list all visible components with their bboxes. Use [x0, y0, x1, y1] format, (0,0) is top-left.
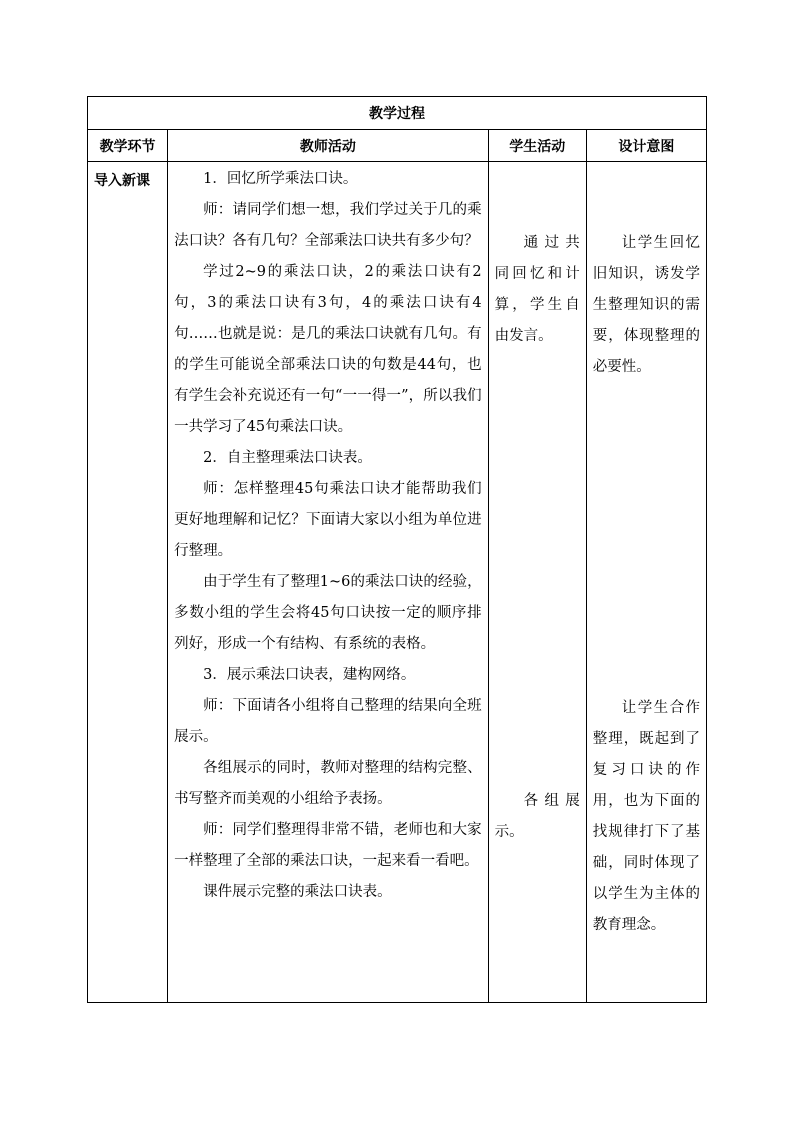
teacher-activity-cell [168, 162, 489, 1003]
teaching-process-table [87, 96, 707, 1003]
header-teacher-activity: 教师活动 [168, 130, 489, 162]
student-note: 各组展示。 [494, 793, 580, 840]
teacher-paragraph: 师：同学们整理得非常不错，老师也和大家一样整理了全部的乘法口诀，一起来看一看吧。 [174, 822, 482, 869]
teacher-paragraph: 师：下面请各小组将自己整理的结果向全班展示。 [174, 698, 482, 745]
stage-cell: 导入新课 [88, 162, 168, 1003]
teacher-paragraph: 1．回忆所学乘法口诀。 [203, 171, 358, 187]
teacher-paragraph: 学过2~9的乘法口诀，2的乘法口诀有2句，3的乘法口诀有3句，4的乘法口诀有4句……也就是说：是几的乘法口诀就有几句。有的学生可能说全部乘法口诀的句数是44句，也有学生会补充说还有一句“一一得一”，所以我们一共学习了45句乘法口诀。 [174, 264, 482, 435]
teacher-paragraph: 3．展示乘法口诀表，建构网络。 [203, 667, 416, 683]
teacher-paragraph: 各组展示的同时，教师对整理的结构完整、书写整齐而美观的小组给予表扬。 [174, 760, 482, 807]
teacher-paragraph: 课件展示完整的乘法口诀表。 [203, 884, 392, 900]
table-title-row [88, 97, 707, 130]
teacher-paragraph: 师：请同学们想一想，我们学过关于几的乘法口诀？各有几句？全部乘法口诀共有多少句？ [174, 202, 482, 249]
header-student-activity: 学生活动 [488, 130, 586, 162]
header-design-intent: 设计意图 [586, 130, 706, 162]
table-header-row [88, 130, 707, 162]
teacher-paragraph: 由于学生有了整理1~6的乘法口诀的经验，多数小组的学生会将45句口诀按一定的顺序排列好，形成一个有结构、有系统的表格。 [174, 574, 482, 652]
teacher-paragraph: 2．自主整理乘法口诀表。 [203, 450, 372, 466]
intent-note: 让学生回忆旧知识，诱发学生整理知识的需要，体现整理的必要性。 [592, 235, 700, 375]
student-note: 通过共同回忆和计算，学生自由发言。 [494, 235, 580, 344]
table-row [88, 162, 707, 1003]
header-stage: 教学环节 [88, 130, 168, 162]
intent-note: 让学生合作整理，既起到了复习口诀的作用，也为下面的找规律打下了基础，同时体现了以学生为主体的教育理念。 [592, 700, 700, 933]
teacher-paragraph: 师：怎样整理45句乘法口诀才能帮助我们更好地理解和记忆？下面请大家以小组为单位进行整理。 [174, 481, 482, 559]
design-intent-cell [586, 162, 706, 1003]
student-activity-cell [488, 162, 586, 1003]
table-title: 教学过程 [88, 97, 707, 130]
